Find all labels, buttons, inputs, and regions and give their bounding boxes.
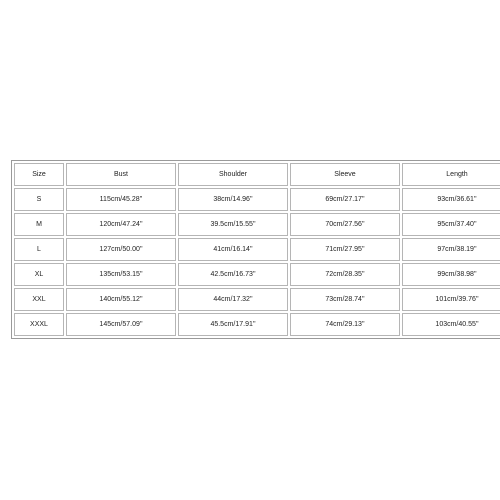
cell-sleeve: 69cm/27.17'' — [290, 188, 400, 211]
cell-shoulder: 44cm/17.32'' — [178, 288, 288, 311]
cell-size: L — [14, 238, 64, 261]
cell-bust: 135cm/53.15'' — [66, 263, 176, 286]
cell-size: S — [14, 188, 64, 211]
cell-length: 95cm/37.40'' — [402, 213, 500, 236]
cell-sleeve: 71cm/27.95'' — [290, 238, 400, 261]
cell-length: 103cm/40.55'' — [402, 313, 500, 336]
cell-sleeve: 74cm/29.13'' — [290, 313, 400, 336]
cell-shoulder: 39.5cm/15.55'' — [178, 213, 288, 236]
header-length: Length — [402, 163, 500, 186]
table-row — [14, 263, 500, 286]
cell-size: XXL — [14, 288, 64, 311]
cell-shoulder: 38cm/14.96'' — [178, 188, 288, 211]
cell-length: 101cm/39.76'' — [402, 288, 500, 311]
table-row — [14, 313, 500, 336]
cell-shoulder: 42.5cm/16.73'' — [178, 263, 288, 286]
cell-sleeve: 70cm/27.56'' — [290, 213, 400, 236]
cell-length: 97cm/38.19'' — [402, 238, 500, 261]
table-row — [14, 238, 500, 261]
table-row — [14, 288, 500, 311]
table-row — [14, 188, 500, 211]
header-size: Size — [14, 163, 64, 186]
cell-size: XL — [14, 263, 64, 286]
table-row — [14, 213, 500, 236]
cell-bust: 140cm/55.12'' — [66, 288, 176, 311]
cell-shoulder: 45.5cm/17.91'' — [178, 313, 288, 336]
cell-length: 93cm/36.61'' — [402, 188, 500, 211]
cell-sleeve: 72cm/28.35'' — [290, 263, 400, 286]
cell-bust: 115cm/45.28'' — [66, 188, 176, 211]
cell-bust: 127cm/50.00'' — [66, 238, 176, 261]
header-sleeve: Sleeve — [290, 163, 400, 186]
size-chart-table — [11, 160, 500, 339]
cell-bust: 145cm/57.09'' — [66, 313, 176, 336]
cell-sleeve: 73cm/28.74'' — [290, 288, 400, 311]
cell-shoulder: 41cm/16.14'' — [178, 238, 288, 261]
table-header-row — [14, 163, 500, 186]
header-shoulder: Shoulder — [178, 163, 288, 186]
cell-length: 99cm/38.98'' — [402, 263, 500, 286]
cell-size: XXXL — [14, 313, 64, 336]
cell-bust: 120cm/47.24'' — [66, 213, 176, 236]
header-bust: Bust — [66, 163, 176, 186]
cell-size: M — [14, 213, 64, 236]
